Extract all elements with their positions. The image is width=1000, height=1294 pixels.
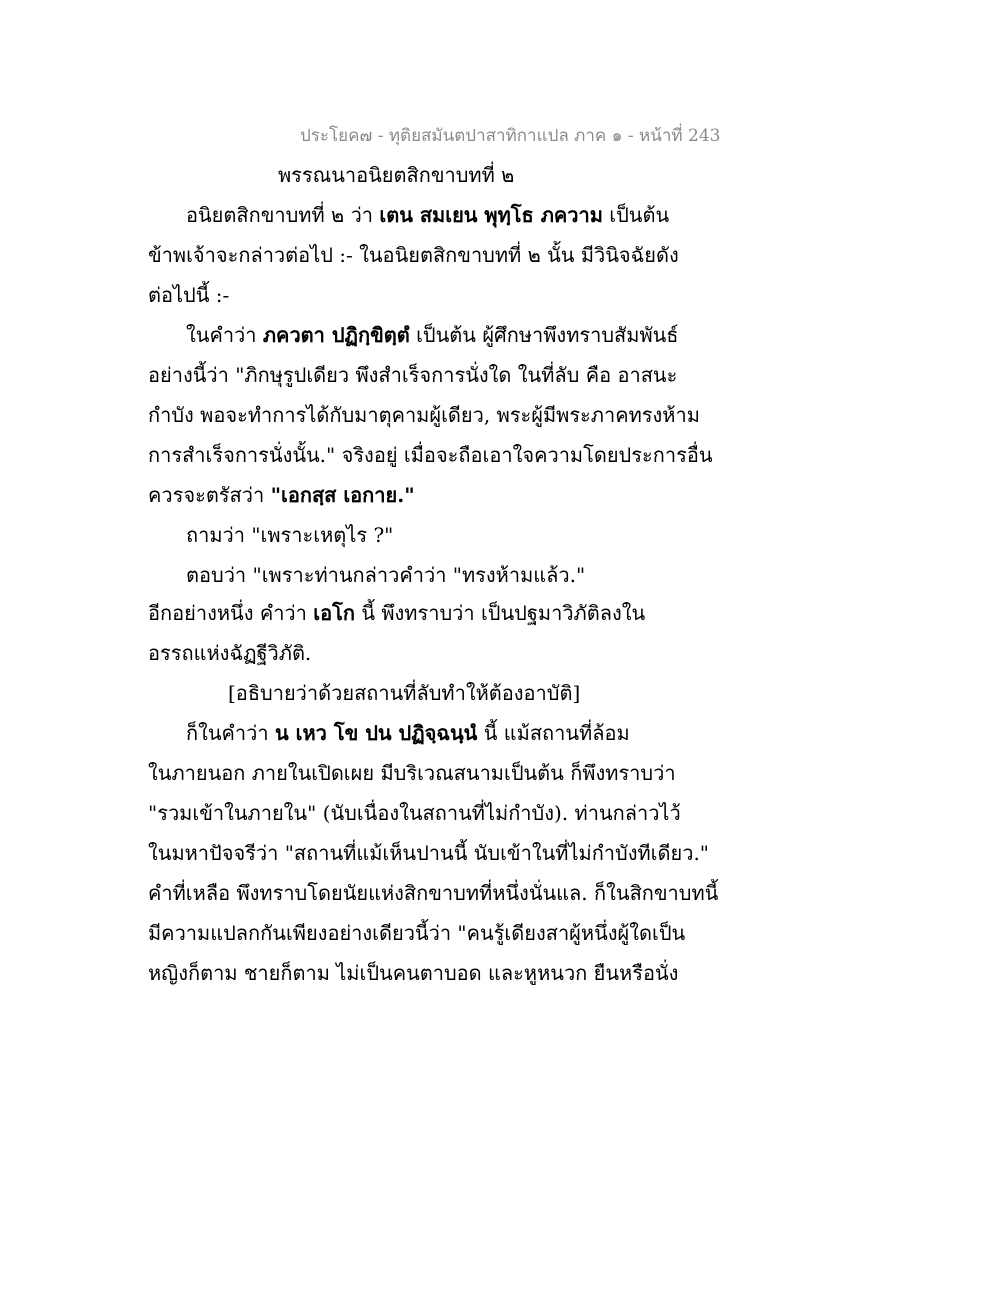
para2-line4: การสำเร็จการนั่งนั้น." จริงอยู่ เมื่อจะถือเอาใจความโดยประการอื่น (148, 443, 713, 467)
para4-pali-term: น เหว โข ปน ปฏิจฺฉนฺนํ (274, 721, 478, 745)
para1-line2: ข้าพเจ้าจะกล่าวต่อไป :- ในอนิยตสิกขาบทที่ ๒ นั้น มีวินิจฉัยดัง (148, 243, 679, 267)
para4-line7: หญิงก็ตาม ชายก็ตาม ไม่เป็นคนตาบอด และหูหนวก ยืนหรือนั่ง (148, 961, 679, 985)
para2-pali-term: ภควตา ปฏิกฺขิตฺตํ (262, 323, 410, 347)
para2-line1-text-c: เป็นต้น ผู้ศึกษาพึงทราบสัมพันธ์ (409, 323, 679, 347)
para4-line1-text-c: นี้ แม้สถานที่ล้อม (477, 721, 630, 745)
para3-pali-term: เอโก (313, 601, 355, 625)
answer-line: ตอบว่า "เพราะท่านกล่าวคำว่า "ทรงห้ามแล้ว." (186, 563, 586, 587)
para1-line1-text-a: อนิยตสิกขาบทที่ ๒ ว่า (186, 203, 380, 227)
para4-line1-text-a: ก็ในคำว่า (186, 721, 275, 745)
para2-line2: อย่างนี้ว่า "ภิกษุรูปเดียว พึงสำเร็จการนั่งใด ในที่ลับ คือ อาสนะ (148, 363, 678, 387)
para1-line3: ต่อไปนี้ :- (148, 283, 230, 307)
para4-line2: ในภายนอก ภายในเปิดเผย มีบริเวณสนามเป็นต้น ก็พึงทราบว่า (148, 761, 676, 785)
para2-line3: กำบัง พอจะทำการได้กับมาตุคามผู้เดียว, พระผู้มีพระภาคทรงห้าม (148, 403, 700, 427)
para2-line1 (186, 320, 679, 350)
para4-line3: "รวมเข้าในภายใน" (นับเนื่องในสถานที่ไม่กำบัง). ท่านกล่าวไว้ (148, 801, 681, 825)
para4-line6: มีความแปลกกันเพียงอย่างเดียวนี้ว่า "คนรู้เดียงสาผู้หนึ่งผู้ใดเป็น (148, 921, 686, 945)
para4-line5: คำที่เหลือ พึงทราบโดยนัยแห่งสิกขาบทที่หนึ่งนั่นแล. ก็ในสิกขาบทนี้ (148, 881, 719, 905)
para3-line1-text-c: นี้ พึงทราบว่า เป็นปฐมาวิภัติลงใน (354, 601, 646, 625)
para3-line1 (148, 598, 645, 628)
para1-pali-term: เตน สมเยน พุทฺโธ ภความ (379, 203, 603, 227)
question-line: ถามว่า "เพราะเหตุไร ?" (186, 523, 394, 547)
para3-line2: อรรถแห่งฉัฏฐีวิภัติ. (148, 641, 312, 665)
section-title: พรรณนาอนิยตสิกขาบทที่ ๒ (278, 163, 515, 187)
para2-line1-text-a: ในคำว่า (186, 323, 263, 347)
para4-line4: ในมหาปัจจรีว่า "สถานที่แม้เห็นปานนี้ นับเข้าในที่ไม่กำบังทีเดียว." (148, 841, 710, 865)
para2-line5-text-a: ควรจะตรัสว่า (148, 483, 271, 507)
para2-pali-quote: "เอกสฺส เอกาย." (270, 483, 415, 507)
para3-line1-text-a: อีกอย่างหนึ่ง คำว่า (148, 601, 314, 625)
running-header: ประโยค๗ - ทุติยสมันตปาสาทิกาแปล ภาค ๑ - หน้าที่ 243 (300, 126, 721, 146)
subheading: [อธิบายว่าด้วยสถานที่ลับทำให้ต้องอาบัติ] (228, 681, 581, 705)
para1-line1-text-c: เป็นต้น (602, 203, 670, 227)
para1-line1 (186, 200, 669, 230)
para2-line5 (148, 480, 415, 510)
para4-line1 (186, 718, 630, 748)
